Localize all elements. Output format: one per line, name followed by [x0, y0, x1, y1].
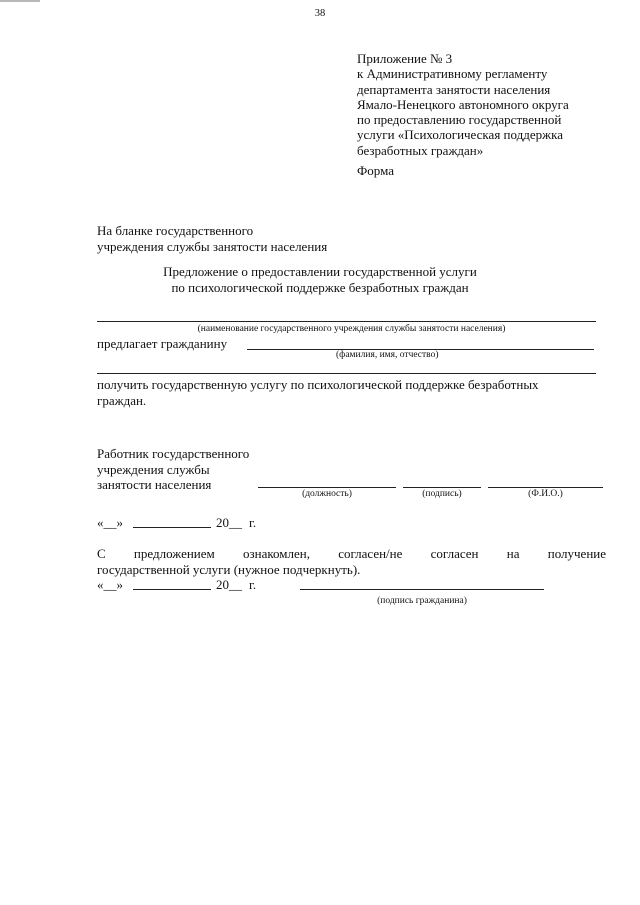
scan-corner-mark — [0, 0, 40, 2]
title-line: Предложение о предоставлении государственной услуги — [163, 264, 477, 279]
title-line: по психологической поддержке безработных граждан — [171, 279, 469, 295]
employee-line: Работник государственного — [97, 446, 250, 461]
employee-label — [97, 446, 249, 493]
date-month-line-1[interactable] — [133, 527, 211, 528]
appendix-line: Приложение № 3 — [357, 51, 453, 66]
document-title — [60, 264, 580, 295]
appendix-line: к Административному регламенту — [357, 66, 548, 82]
date-year-suffix-2: г. — [249, 577, 257, 592]
institution-name-line[interactable] — [97, 321, 596, 322]
acknowledgement-text — [97, 546, 606, 577]
date-year-1: 20__ — [216, 515, 242, 530]
appendix-block — [357, 51, 619, 158]
fio-caption: (Ф.И.О.) — [528, 489, 563, 499]
employee-line: занятости населения — [97, 477, 212, 492]
appendix-line: услуги «Психологическая поддержка — [357, 127, 563, 143]
offers-label: предлагает гражданину — [97, 336, 228, 351]
receive-service-text — [97, 377, 539, 408]
date-day-1: «__» — [97, 515, 123, 530]
appendix-line: безработных граждан» — [357, 142, 484, 158]
appendix-line: департамента занятости населения — [357, 81, 551, 97]
signature-caption: (подпись) — [422, 489, 462, 499]
form-label: Форма — [357, 163, 394, 178]
citizen-name-line-2[interactable] — [97, 373, 596, 374]
acknowledgement-line: государственной услуги (нужное подчеркнуть). — [97, 561, 361, 577]
signature-line[interactable] — [403, 487, 481, 488]
acknowledgement-line: С предложением ознакомлен, согласен/не согласен на получение — [97, 546, 606, 561]
letterhead-line: На бланке государственного — [97, 223, 254, 238]
date-year-suffix-1: г. — [249, 515, 257, 530]
employee-line: учреждения службы — [97, 461, 210, 477]
citizen-signature-line[interactable] — [300, 589, 544, 590]
position-line[interactable] — [258, 487, 396, 488]
institution-caption: (наименование государственного учреждения службы занятости населения) — [197, 324, 506, 334]
position-caption: (должность) — [302, 489, 352, 499]
letterhead-note — [97, 223, 327, 254]
receive-line: получить государственную услугу по психологической поддержке безработных — [97, 377, 539, 392]
citizen-signature-caption: (подпись гражданина) — [377, 596, 467, 606]
date-day-2: «__» — [97, 577, 123, 592]
letterhead-line: учреждения службы занятости населения — [97, 238, 328, 254]
appendix-line: по предоставлению государственной — [357, 112, 562, 128]
page-number: 38 — [314, 8, 326, 19]
appendix-line: Ямало-Ненецкого автономного округа — [357, 96, 569, 112]
fio-line[interactable] — [488, 487, 603, 488]
date-month-line-2[interactable] — [133, 589, 211, 590]
date-year-2: 20__ — [216, 577, 242, 592]
name-caption: (фамилия, имя, отчество) — [336, 350, 439, 360]
receive-line: граждан. — [97, 392, 147, 408]
